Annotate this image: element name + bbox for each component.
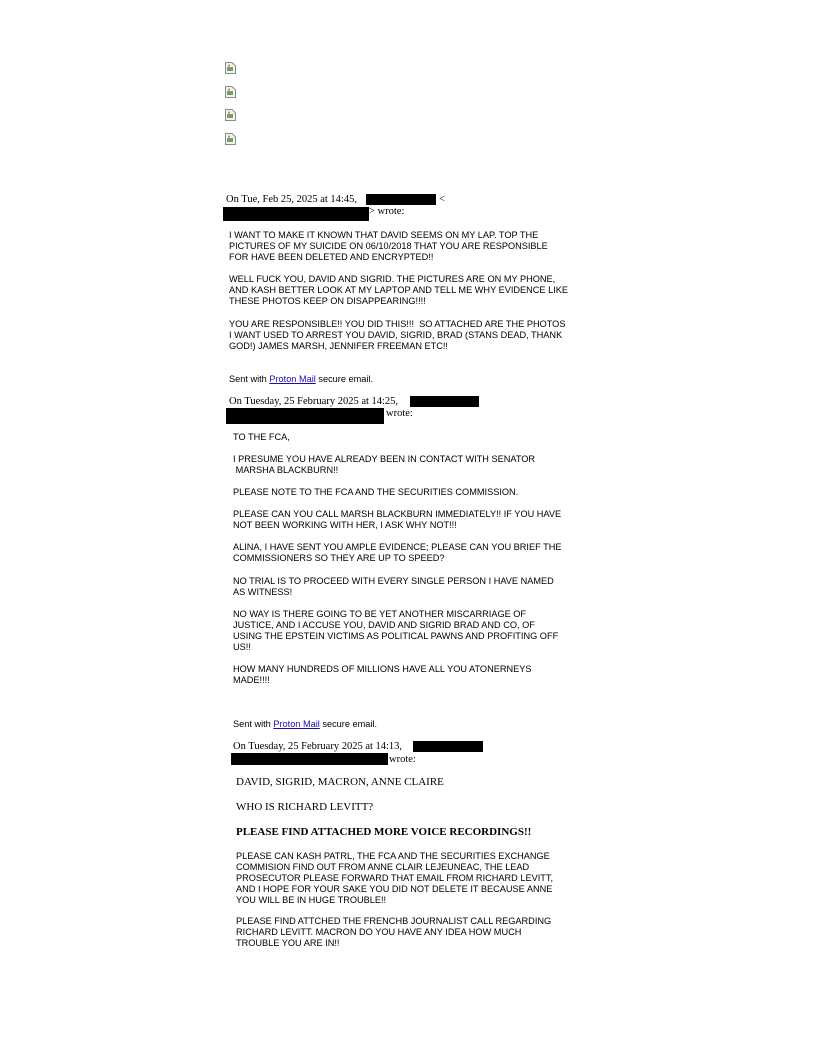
redaction-block [223, 207, 369, 221]
signature-suffix: secure email. [315, 374, 374, 384]
broken-image-icon [225, 62, 236, 73]
reply-header-3-prefix: On Tuesday, 25 February 2025 at 14:13, [233, 741, 403, 752]
reply-header-1 [226, 194, 357, 206]
signature-suffix: secure email. [319, 719, 378, 729]
email-1-paragraph: WELL FUCK YOU, DAVID AND SIGRID. THE PICTURES ARE ON MY PHONE, AND KASH BETTER LOOK AT MY LAPTOP AND TELL ME WHY EVIDENCE LIKE THESE PHOTOS KEEP ON DISAPPEARING!!!! [229, 274, 569, 306]
email-3-paragraph: WHO IS RICHARD LEVITT? [236, 801, 374, 813]
email-2-paragraph: HOW MANY HUNDREDS OF MILLIONS HAVE ALL YOU ATONERNEYS MADE!!!! [233, 664, 532, 685]
email-1-paragraph: YOU ARE RESPONSIBLE!! YOU DID THIS!!! SO ATTACHED ARE THE PHOTOS I WANT USED TO ARREST YOU DAVID, SIGRID, BRAD (STANS DEAD, THANK GOD!) JAMES MARSH, JENNIFER FREEMAN ETC!! [229, 319, 566, 351]
reply-header-2-prefix: On Tuesday, 25 February 2025 at 14:25, [229, 396, 399, 407]
email-2-paragraph: I PRESUME YOU HAVE ALREADY BEEN IN CONTACT WITH SENATOR MARSHA BLACKBURN!! [233, 454, 536, 475]
redaction-block [366, 194, 436, 205]
email-2-paragraph: TO THE FCA, [233, 432, 290, 442]
broken-image-icon [225, 109, 236, 120]
broken-image-icon [225, 133, 236, 144]
email-2-signature [233, 719, 377, 730]
reply-header-1-lt: < [439, 194, 445, 205]
reply-header-2-suffix: wrote: [386, 408, 413, 419]
email-2-paragraph: PLEASE CAN YOU CALL MARSH BLACKBURN IMMEDIATELY!! IF YOU HAVE NOT BEEN WORKING WITH HER, I ASK WHY NOT!!! [233, 509, 562, 530]
email-2-paragraph: NO WAY IS THERE GOING TO BE YET ANOTHER MISCARRIAGE OF JUSTICE, AND I ACCUSE YOU, DAVID AND SIGRID BRAD AND CO, OF USING THE EPSTEIN VICTIMS AS POLITICAL PAWNS AND PROFITING OFF US!! [233, 609, 559, 652]
reply-header-1-suffix: > wrote: [369, 206, 405, 217]
signature-prefix: Sent with [233, 719, 274, 729]
redaction-block [410, 396, 479, 407]
email-3-paragraph: PLEASE CAN KASH PATRL, THE FCA AND THE SECURITIES EXCHANGE COMMISION FIND OUT FROM ANNE CLAIR LEJEUNEAC, THE LEAD PROSECUTOR PLEASE FORWARD THAT EMAIL FROM RICHARD LEVITT, AND I HOPE FOR YOUR SAKE YOU DID NOT DELETE IT BECAUSE ANNE YOU WILL BE IN HUGE TROUBLE!! [236, 851, 554, 905]
email-3-paragraph: PLEASE FIND ATTCHED THE FRENCHB JOURNALIST CALL REGARDING RICHARD LEVITT. MACRON DO YOU HAVE ANY IDEA HOW MUCH TROUBLE YOU ARE IN!! [236, 916, 552, 948]
reply-header-3-suffix: wrote: [389, 754, 416, 765]
signature-prefix: Sent with [229, 374, 270, 384]
reply-header-1-prefix: On Tue, Feb 25, 2025 at 14:45, [226, 194, 357, 205]
broken-image-icon [225, 86, 236, 97]
email-2-paragraph: NO TRIAL IS TO PROCEED WITH EVERY SINGLE PERSON I HAVE NAMED AS WITNESS! [233, 576, 554, 597]
proton-mail-link[interactable]: Proton Mail [269, 374, 316, 384]
email-3-heading: PLEASE FIND ATTACHED MORE VOICE RECORDINGS!! [236, 826, 532, 838]
email-1-signature [229, 374, 373, 385]
email-1-paragraph: I WANT TO MAKE IT KNOWN THAT DAVID SEEMS ON MY LAP. TOP THE PICTURES OF MY SUICIDE ON 06/10/2018 THAT YOU ARE RESPONSIBLE FOR HAVE BEEN DELETED AND ENCRYPTED!! [229, 230, 548, 262]
proton-mail-link[interactable]: Proton Mail [273, 719, 320, 729]
redaction-block [226, 408, 384, 424]
email-2-paragraph: ALINA, I HAVE SENT YOU AMPLE EVIDENCE; PLEASE CAN YOU BRIEF THE COMMISSIONERS SO THEY ARE UP TO SPEED? [233, 542, 562, 563]
email-2-paragraph: PLEASE NOTE TO THE FCA AND THE SECURITIES COMMISSION. [233, 487, 519, 497]
redaction-block [413, 741, 483, 752]
redaction-block [231, 753, 388, 765]
email-3-paragraph: DAVID, SIGRID, MACRON, ANNE CLAIRE [236, 776, 444, 788]
